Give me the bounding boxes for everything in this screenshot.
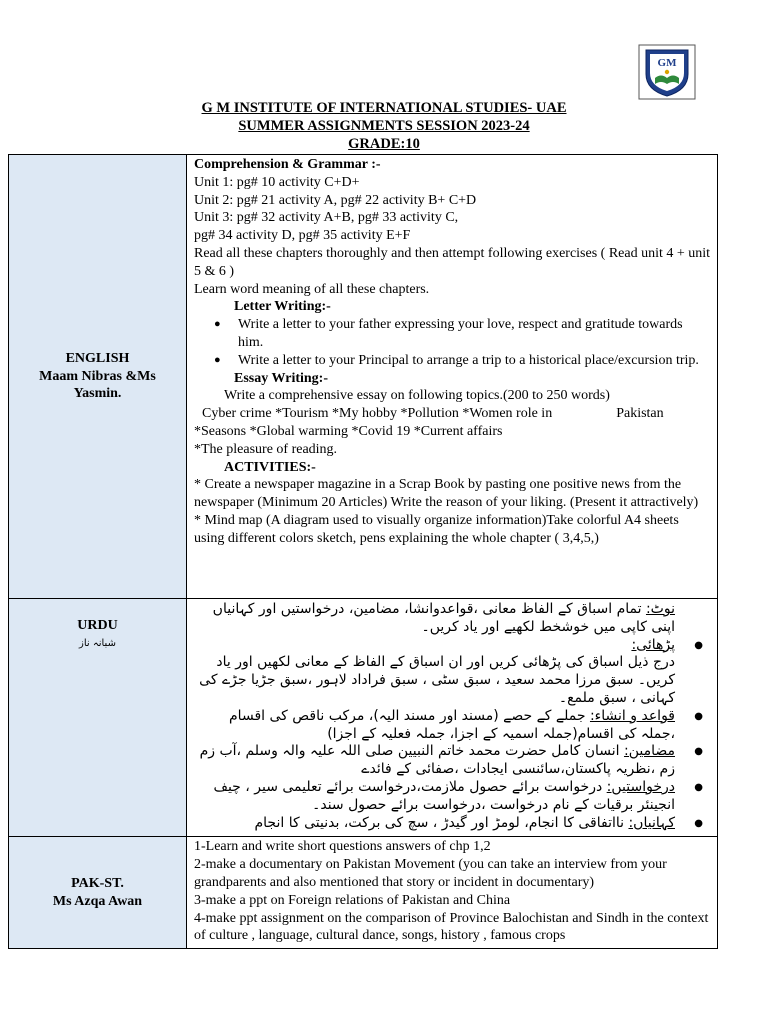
teacher-name: شبانہ ناز <box>79 637 116 649</box>
urdu-stories: ● کہانیاں: نااتفاقی کا انجام، لومڑ اور گیدڑ ، سچ کی برکت، بدنیتی کا انجام <box>195 815 675 833</box>
activities-heading: ACTIVITIES:- <box>224 459 316 475</box>
letter-item: ● Write a letter to your father expressing your love, respect and gratitude towards him. <box>238 316 711 352</box>
urdu-content-cell <box>187 599 718 837</box>
subject-name: URDU <box>77 618 118 633</box>
urdu-note: نوٹ: تمام اسباق کے الفاظ معانی ،قواعدوانشا، مضامین، درخواستیں اور کہانیاں اپنی کاپی میں خوشخط لکھیے اور یاد کریں۔ <box>212 601 675 635</box>
pakst-task: 2-make a documentary on Pakistan Movement (you can take an interview from your grandparents and also mentioned that story or incident in documentary) <box>194 857 667 890</box>
letter-item: ● Write a letter to your Principal to arrange a trip to a historical place/excursion trip. <box>238 352 711 370</box>
teacher-name: Maam Nibras &Ms <box>39 368 156 384</box>
essay-instruction: Write a comprehensive essay on following topics.(200 to 250 words) <box>224 388 610 404</box>
letter-writing-heading: Letter Writing:- <box>234 299 331 315</box>
unit1-line: Unit 1: pg# 10 activity C+D+ <box>194 174 360 190</box>
pakst-task: 1-Learn and write short questions answers of chp 1,2 <box>194 839 491 855</box>
pakst-content-cell <box>187 837 718 949</box>
session-title: SUMMER ASSIGNMENTS SESSION 2023-24 <box>238 118 530 134</box>
unit2-line: Unit 2: pg# 21 activity A, pg# 22 activity B+ C+D <box>194 192 477 208</box>
comprehension-heading: Comprehension & Grammar :- <box>194 157 381 172</box>
essay-topics-b: Pakistan <box>616 406 664 422</box>
activity-item: * Create a newspaper magazine in a Scrap Book by pasting one positive news from the newspaper (Minimum 20 Articles) Write the reason of your liking. (Present it attractively) <box>194 477 699 511</box>
assignments-table <box>8 154 718 949</box>
letter-list <box>194 316 711 369</box>
urdu-subject-cell <box>9 599 187 837</box>
english-content-cell <box>187 155 718 599</box>
urdu-grammar: ● قواعد و انشاء: جملے کے حصے (مسند اور مسند الیہ)، مرکب ناقص کی اقسام ،جملہ کی اقسام(جملہ اسمیہ کے اجزا، جملہ فعلیہ کے اجزا) <box>195 708 675 744</box>
urdu-reading-heading: ● پڑھائی: <box>195 637 675 655</box>
essay-writing-heading: Essay Writing:- <box>234 370 328 386</box>
unit3-line: Unit 3: pg# 32 activity A+B, pg# 33 activity C, <box>194 210 459 226</box>
school-title: G M INSTITUTE OF INTERNATIONAL STUDIES- UAE <box>201 100 567 116</box>
essay-topics-line3: *The pleasure of reading. <box>194 441 338 457</box>
urdu-essays: ● مضامین: انسان کامل حضرت محمد خاتم النبیین صلی اللہ علیہ والہ وسلم ،آب زم زم ،نظریہ پاکستان،سائنسی ایجادات ،صفائی کے فائدے <box>195 743 675 779</box>
school-logo <box>638 44 696 100</box>
english-row <box>9 155 718 599</box>
essay-topics-line2: *Seasons *Global warming *Covid 19 *Current affairs <box>194 423 503 439</box>
essay-topics-a: Cyber crime *Tourism *My hobby *Pollution *Women role in <box>202 406 553 422</box>
essay-topics-line <box>194 405 711 423</box>
urdu-applications: ● درخواستیں: درخواست برائے حصول ملازمت،درخواست برائے تعلیمی سیر ، چیف انجینئر برقیات کے نام درخواست ،درخواست برائے حصول سند۔ <box>195 779 675 815</box>
grade-title: GRADE:10 <box>348 136 420 152</box>
logo-monogram: GM <box>657 57 677 69</box>
pakst-subject-cell <box>9 837 187 949</box>
subject-name: PAK-ST. <box>71 876 124 892</box>
teacher-name-cont: Yasmin. <box>73 386 122 402</box>
pakst-task: 3-make a ppt on Foreign relations of Pakistan and China <box>194 892 511 908</box>
read-instruction: Read all these chapters thoroughly and then attempt following exercises ( Read unit 4 + unit 5 & 6 ) <box>194 245 711 279</box>
activity-item: * Mind map (A diagram used to visually organize information)Take colorful A4 sheets using different colors sketch, pens explaining the whole chapter ( 3,4,5,) <box>194 512 679 546</box>
learn-instruction: Learn word meaning of all these chapters. <box>194 281 430 297</box>
pakst-task: 4-make ppt assignment on the comparison of Province Balochistan and Sindh in the context of culture , language, cultural dance, songs, history , famous crops <box>194 910 709 944</box>
urdu-row <box>9 599 718 837</box>
pakst-row <box>9 837 718 949</box>
urdu-reading-list: درج ذیل اسباق کی پڑھائی کریں اور ان اسباق کے الفاظ کے معانی لکھیں اور یاد کریں۔ سبق مرزا محمد سعید ، سبق سٹی ، سبق فراداد لاہور ،سبق جڑیا جڑے کی کہانی ، سبق ملمع۔ <box>199 654 675 706</box>
english-subject-cell <box>9 155 187 599</box>
teacher-name: Ms Azqa Awan <box>52 893 143 909</box>
subject-name: ENGLISH <box>65 350 130 366</box>
unit3-cont-line: pg# 34 activity D, pg# 35 activity E+F <box>194 228 411 244</box>
